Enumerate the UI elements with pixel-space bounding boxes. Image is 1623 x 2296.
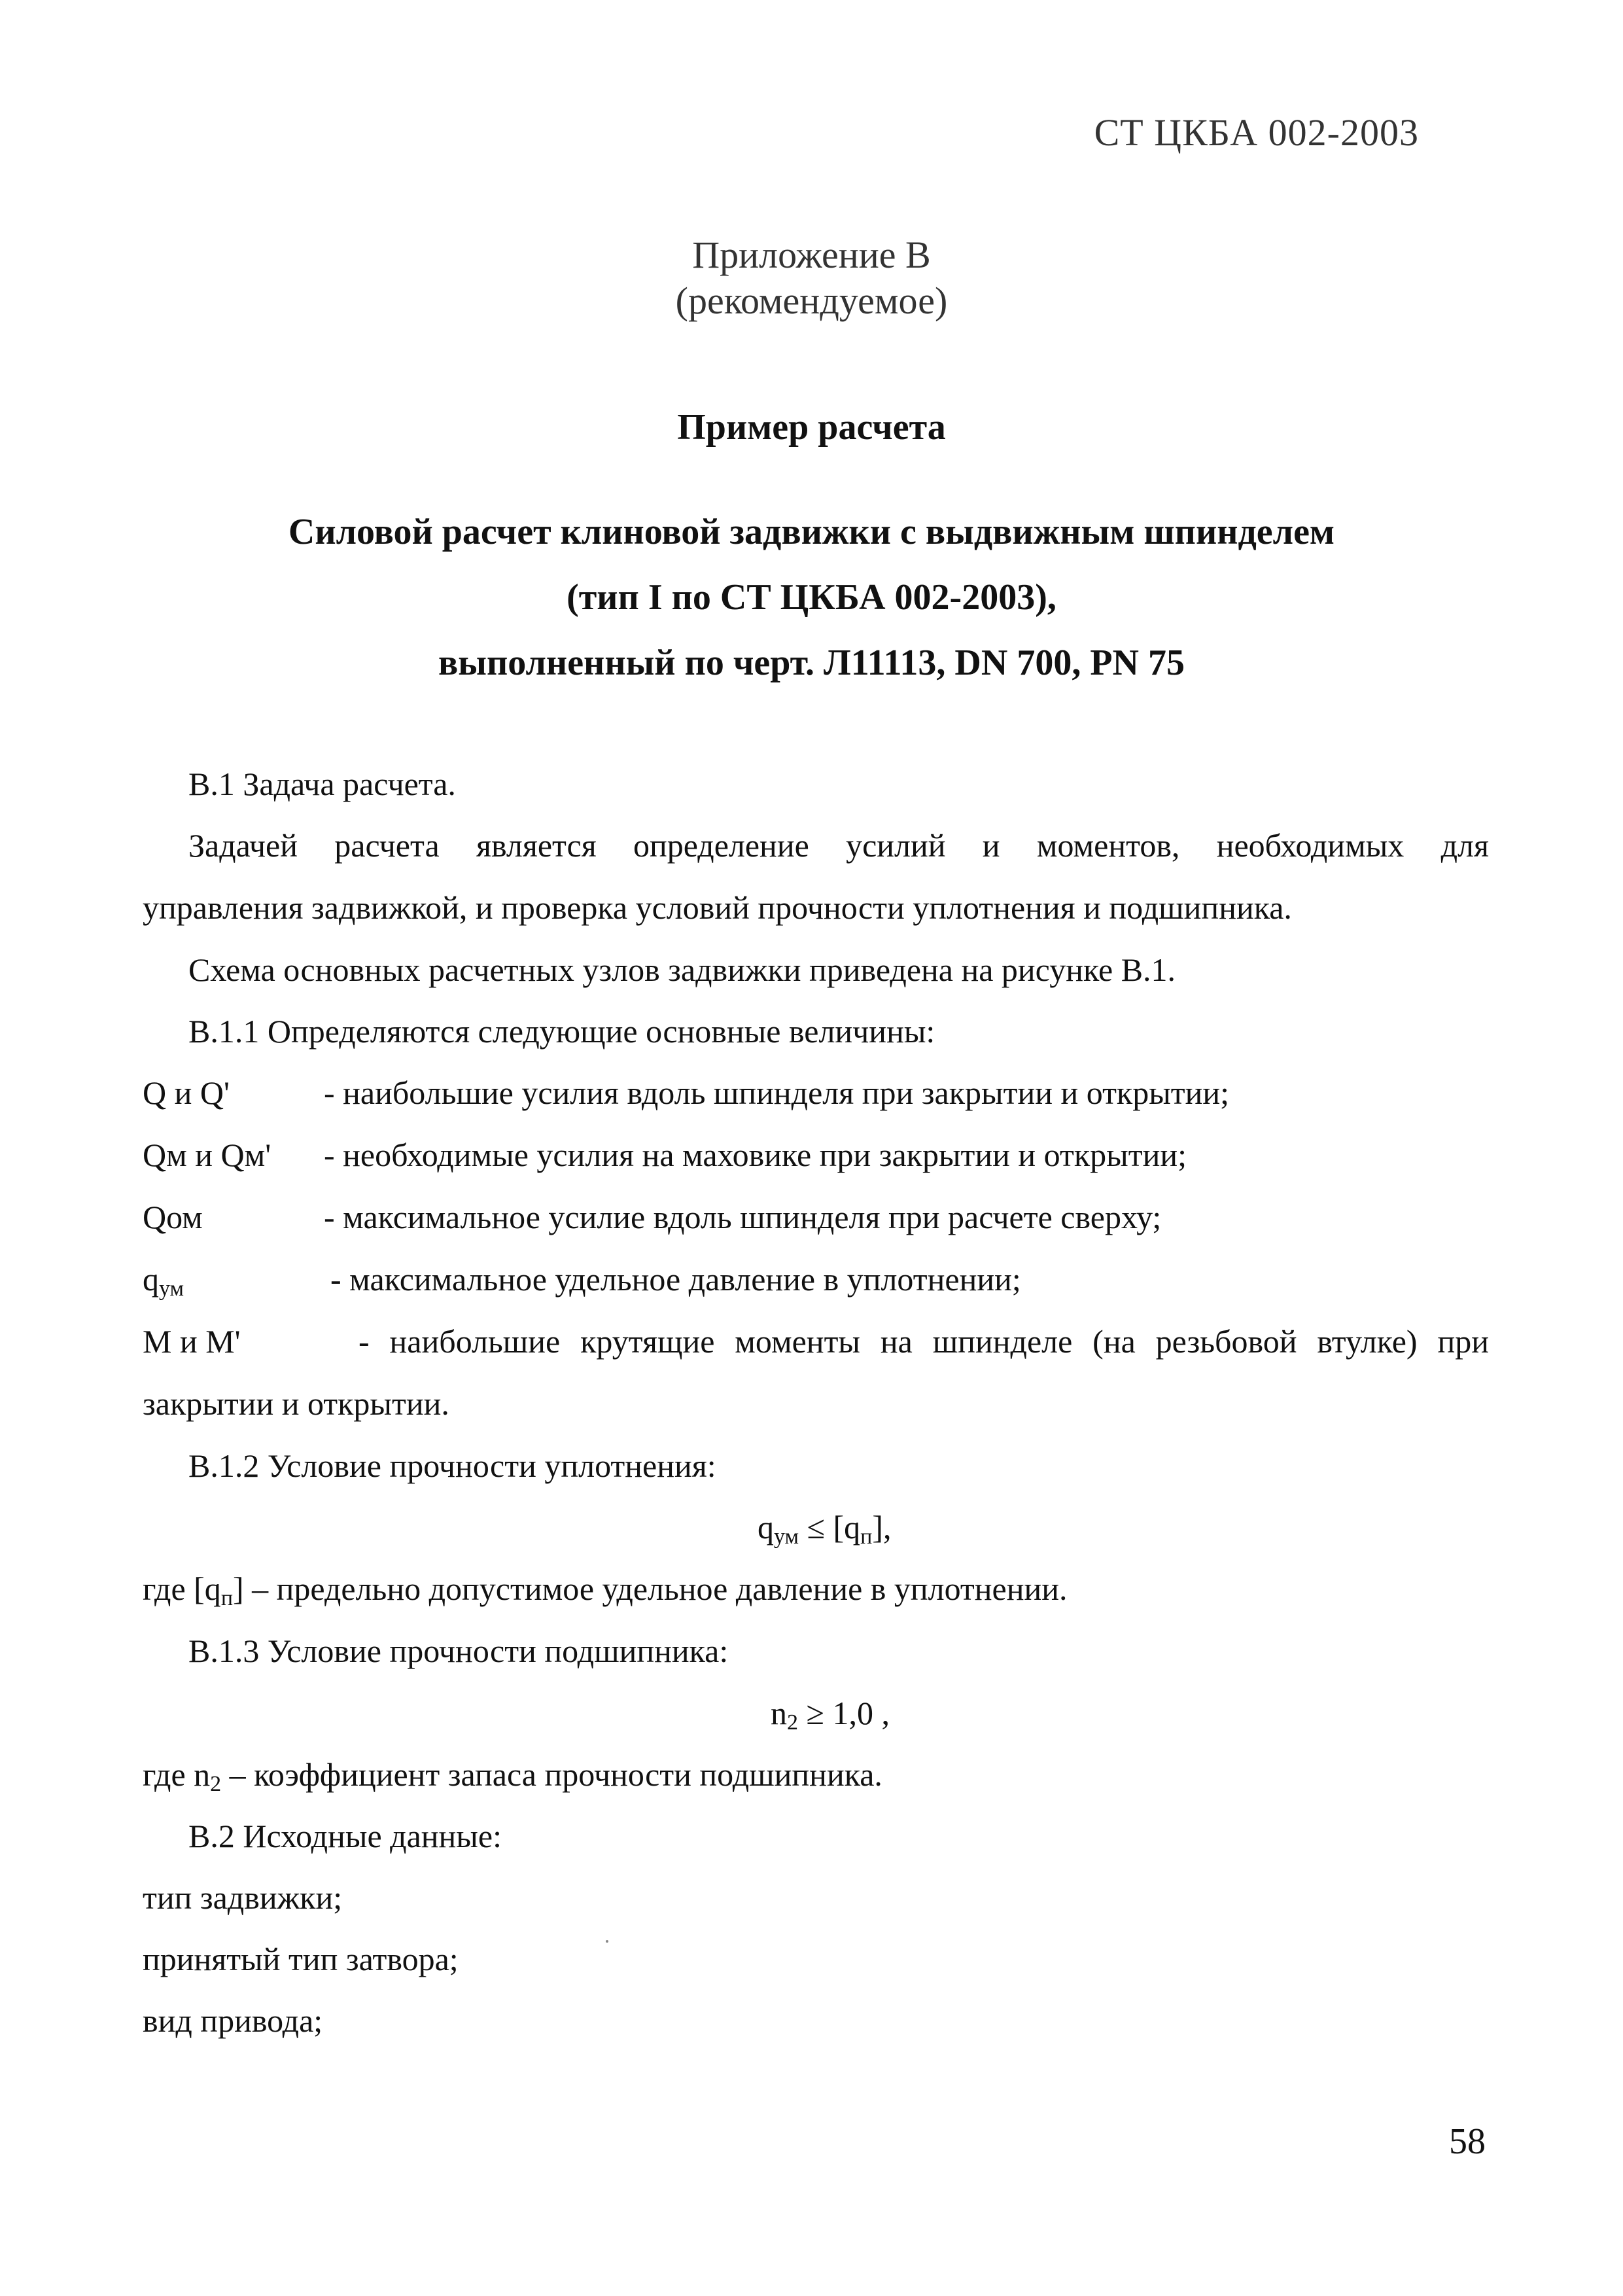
title-line-3: выполненный по черт. Л11113, DN 700, PN 75 [438,643,1185,683]
where-n2 [143,1755,882,1798]
appendix-status: (рекомендуемое) [675,279,948,322]
formula2-lhs: n [771,1695,787,1731]
formula1-op: ≤ [q [799,1509,861,1545]
term-q-definition: - наибольшие усилия вдоль шпинделя при закрытии и открытии; [324,1074,1230,1111]
input-data-item-3: вид привода; [143,2002,323,2039]
appendix-title: Приложение В [692,234,931,276]
document-code: СТ ЦКБА 002-2003 [1094,111,1419,154]
seal-strength-formula [758,1508,892,1551]
term-qum-subscript: ум [159,1277,184,1301]
paragraph-2: Схема основных расчетных узлов задвижки приведена на рисунке В.1. [188,951,1176,988]
term-m: М и М' [143,1323,241,1360]
subsection-b12-heading: В.1.2 Условие прочности уплотнения: [188,1447,716,1484]
formula1-lhs: q [758,1509,774,1545]
term-qum-base: q [143,1261,159,1298]
paragraph-1-line-2: управления задвижкой, и проверка условий прочности уплотнения и подшипника. [143,889,1292,926]
formula2-lhs-subscript: 2 [787,1710,798,1735]
term-qom: Qом [143,1199,203,1235]
where-n2-a: где n [143,1756,211,1793]
term-qom-definition: - максимальное усилие вдоль шпинделя при расчете сверху; [324,1199,1162,1235]
term-m-definition: - наибольшие крутящие моменты на шпинделе (на резьбовой втулке) при [358,1323,1489,1360]
where-n2-b: – коэффициент запаса прочности подшипника. [221,1756,882,1793]
where-qp [143,1569,1068,1612]
example-heading: Пример расчета [677,407,946,448]
section-b2-heading: В.2 Исходные данные: [188,1818,502,1854]
title-line-1: Силовой расчет клиновой задвижки с выдвижным шпинделем [288,512,1335,552]
paragraph-1-line-1: Задачей расчета является определение усилий и моментов, необходимых для [188,827,1489,864]
subsection-b11-heading: В.1.1 Определяются следующие основные величины: [188,1013,935,1050]
page-number: 58 [1449,2121,1486,2162]
term-qm: Qм и Qм' [143,1137,271,1173]
term-qum-definition: - максимальное удельное давление в уплотнении; [330,1261,1021,1298]
formula1-tail: ], [872,1509,892,1545]
where-qp-subscript: п [220,1586,234,1610]
input-data-item-2: принятый тип затвора; [143,1941,459,1977]
formula1-lhs-subscript: ум [774,1525,799,1549]
section-b1-heading: В.1 Задача расчета. [188,766,456,802]
term-q: Q и Q' [143,1074,230,1111]
title-line-2: (тип I по СТ ЦКБА 002-2003), [567,577,1056,618]
input-data-item-1: тип задвижки; [143,1879,343,1916]
formula2-rest: ≥ 1,0 , [798,1695,890,1731]
term-qum [143,1260,184,1303]
bearing-strength-formula [771,1693,890,1737]
formula1-rhs-subscript: п [860,1525,873,1549]
subsection-b13-heading: В.1.3 Условие прочности подшипника: [188,1633,729,1669]
where-qp-a: где [q [143,1570,221,1607]
scan-speck [606,1940,608,1943]
where-n2-subscript: 2 [210,1772,222,1796]
term-m-definition-continuation: закрытии и открытии. [143,1385,449,1422]
where-qp-b: ] – предельно допустимое удельное давление в уплотнении. [233,1570,1068,1607]
term-qm-definition: - необходимые усилия на маховике при закрытии и открытии; [324,1137,1187,1173]
